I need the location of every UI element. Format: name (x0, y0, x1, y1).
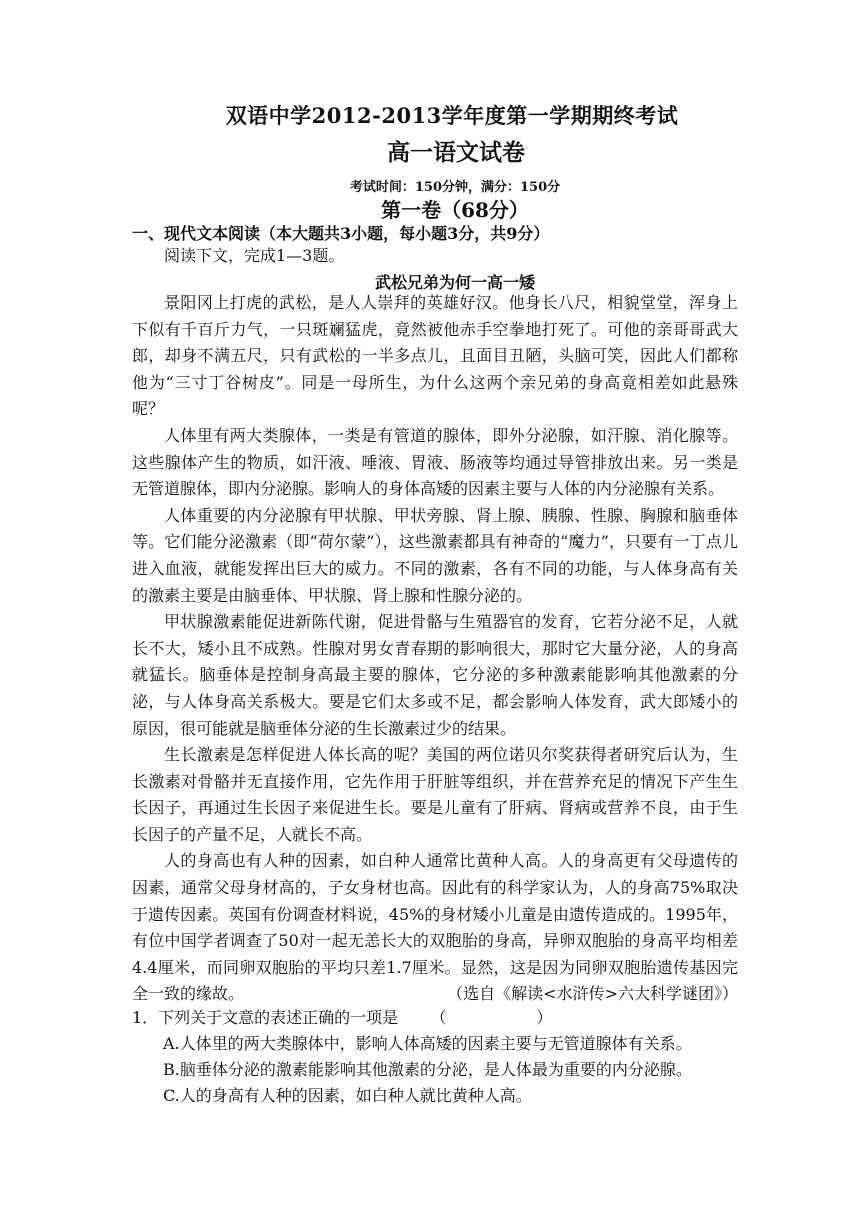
article-title: 武松兄弟为何一高一矮 (374, 273, 535, 292)
option-c: C.人的身高有人种的因素，如白种人就比黄种人高。 (163, 1086, 532, 1105)
article-paragraph: 景阳冈上打虎的武松，是人人崇拜的英雄好汉。他身长八尺，相貌堂堂，浑身上下似有千百斤力气，一只斑斓猛虎，竟然被他赤手空拳地打死了。可他的亲哥哥武大郎，却身不满五尺，只有武松的一半多点儿，且面目丑陋，头脑可笑，因此人们都称他为“三寸丁谷树皮”。同是一母所生，为什么这两个亲兄弟的身高竟相差如此悬殊呢？ (132, 293, 738, 419)
question-1 (132, 1005, 552, 1028)
answer-blank-close: ） (536, 1008, 553, 1027)
answer-blank-open: （ (430, 1008, 447, 1027)
volume-heading: 第一卷（68分） (381, 198, 529, 222)
exam-info: 考试时间：150分钟，满分：150分 (349, 180, 561, 195)
exam-title: 双语中学2012-2013学年度第一学期期终考试 (225, 103, 679, 128)
option-b: B.脑垂体分泌的激素能影响其他激素的分泌，是人体最为重要的内分泌腺。 (163, 1060, 692, 1079)
article-paragraph: 生长激素是怎样促进人体长高的呢？美国的两位诺贝尔奖获得者研究后认为，生长激素对骨骼并无直接作用，它先作用于肝脏等组织，并在营养充足的情况下产生生长因子，再通过生长因子来促进生长。要是儿童有了肝病、肾病或营养不良，由于生长因子的产量不足，人就长不高。 (132, 745, 738, 844)
exam-subtitle: 高一语文试卷 (387, 139, 525, 166)
article-paragraph: 甲状腺激素能促进新陈代谢，促进骨骼与生殖器官的发育，它若分泌不足，人就长不大，矮小且不成熟。性腺对男女青春期的影响很大，那时它大量分泌，人的身高就猛长。脑垂体是控制身高最主要的腺体，它分泌的多种激素能影响其他激素的分泌，与人体身高关系极大。要是它们太多或不足，都会影响人体发育，武大郎矮小的原因，很可能就是脑垂体分泌的生长激素过少的结果。 (132, 612, 738, 738)
article-paragraph: 人的身高也有人种的因素，如白种人通常比黄种人高。人的身高更有父母遗传的因素，通常父母身材高的，子女身材也高。因此有的科学家认为，人的身高75%取决于遗传因素。英国有份调查材料说，45%的身材矮小儿童是由遗传造成的。1995年，有位中国学者调查了50对一起无恙长大的双胞胎的身高，异卵双胞胎的身高平均相差4.4厘米，而同卵双胞胎的平均只差1.7厘米。显然，这是因为同卵双胞胎遗传基因完全一致的缘故。 (132, 851, 738, 1004)
section-heading: 一、现代文本阅读（本大题共3小题，每小题3分，共9分） (132, 224, 550, 243)
question-stem: 1．下列关于文意的表述正确的一项是 (132, 1008, 399, 1027)
article-paragraph: 人体重要的内分泌腺有甲状腺、甲状旁腺、肾上腺、胰腺、性腺、胸腺和脑垂体等。它们能分泌激素（即“荷尔蒙”），这些激素都具有神奇的“魔力”，只要有一丁点儿进入血液，就能发挥出巨大的威力。不同的激素，各有不同的功能，与人体身高有关的激素主要是由脑垂体、甲状腺、肾上腺和性腺分泌的。 (132, 505, 738, 605)
article-paragraph: 人体里有两大类腺体，一类是有管道的腺体，即外分泌腺，如汗腺、消化腺等。这些腺体产生的物质，如汗液、唾液、胃液、肠液等均通过导管排放出来。另一类是无管道腺体，即内分泌腺。影响人的身体高矮的因素主要与人体的内分泌腺有关系。 (132, 425, 738, 499)
article-body (132, 290, 738, 1008)
section-instruction: 阅读下文，完成1—3题。 (164, 246, 345, 265)
option-a: A.人体里的两大类腺体中，影响人体高矮的因素主要与无管道腺体有关系。 (163, 1034, 692, 1053)
article-source: （选自《解读<水浒传>六大科学谜团》） (447, 984, 738, 1003)
